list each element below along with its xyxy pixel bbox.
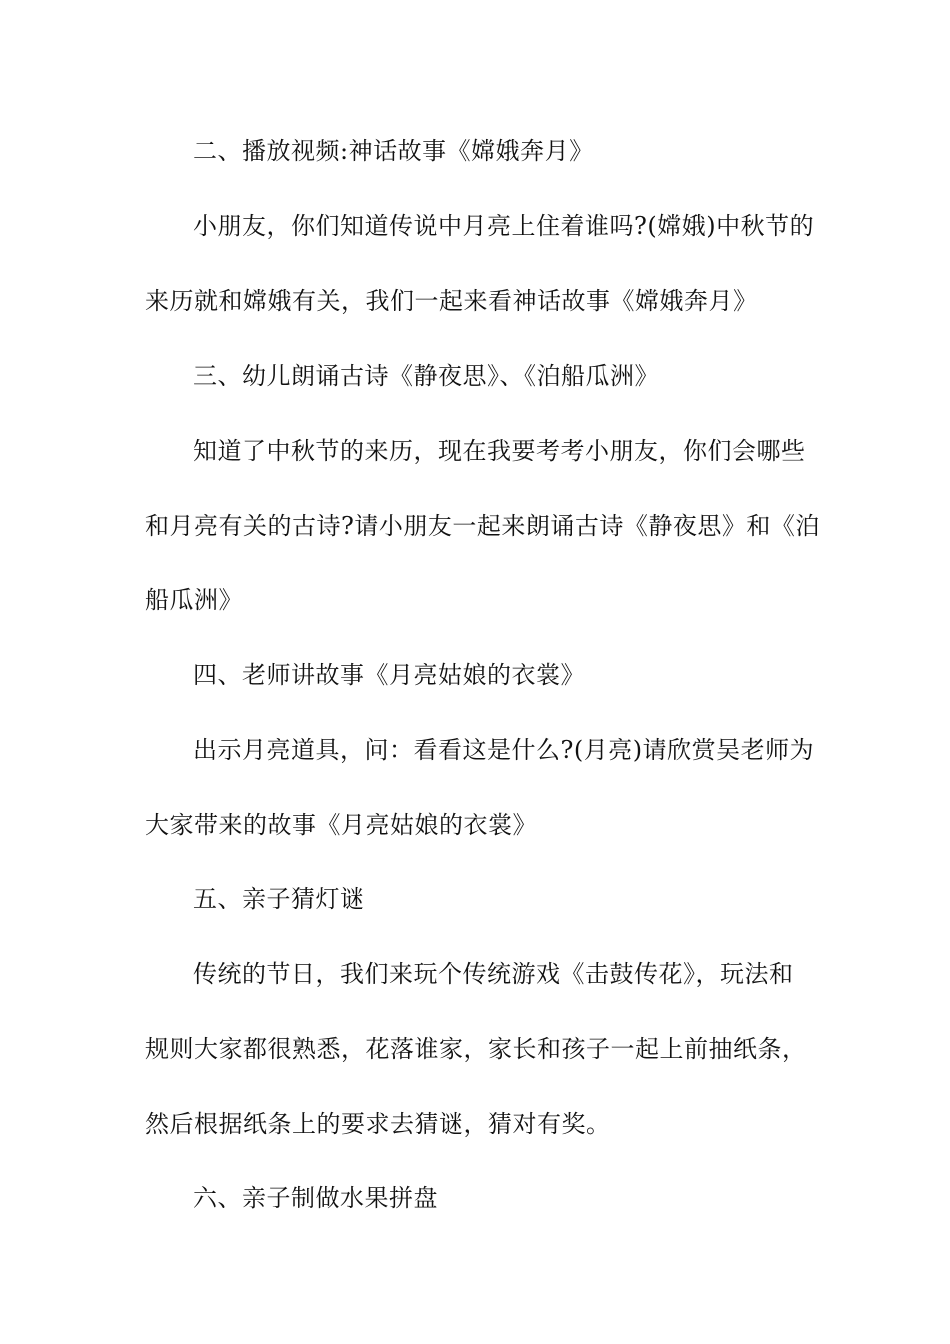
section-heading-5: 五、亲子猜灯谜 [193,885,365,913]
paragraph-line: 传统的节日，我们来玩个传统游戏《击鼓传花》，玩法和 [193,960,794,988]
section-heading-6: 六、亲子制做水果拼盘 [193,1184,438,1212]
paragraph-line: 来历就和嫦娥有关，我们一起来看神话故事《嫦娥奔月》 [145,287,758,315]
section-heading-2: 二、播放视频:神话故事《嫦娥奔月》 [193,137,594,165]
paragraph-line: 船瓜洲》 [145,586,243,614]
paragraph-line: 出示月亮道具，问：看看这是什么?(月亮)请欣赏吴老师为 [193,736,815,764]
paragraph-line: 和月亮有关的古诗?请小朋友一起来朗诵古诗《静夜思》和《泊 [145,512,820,540]
section-heading-3: 三、幼儿朗诵古诗《静夜思》、《泊船瓜洲》 [193,362,659,390]
paragraph-line: 小朋友，你们知道传说中月亮上住着谁吗?(嫦娥)中秋节的 [193,212,815,240]
paragraph-line: 规则大家都很熟悉，花落谁家，家长和孩子一起上前抽纸条， [145,1035,807,1063]
paragraph-line: 知道了中秋节的来历，现在我要考考小朋友，你们会哪些 [193,437,806,465]
paragraph-line: 然后根据纸条上的要求去猜谜，猜对有奖。 [145,1110,611,1138]
section-heading-4: 四、老师讲故事《月亮姑娘的衣裳》 [193,661,585,689]
paragraph-line: 大家带来的故事《月亮姑娘的衣裳》 [145,811,537,839]
